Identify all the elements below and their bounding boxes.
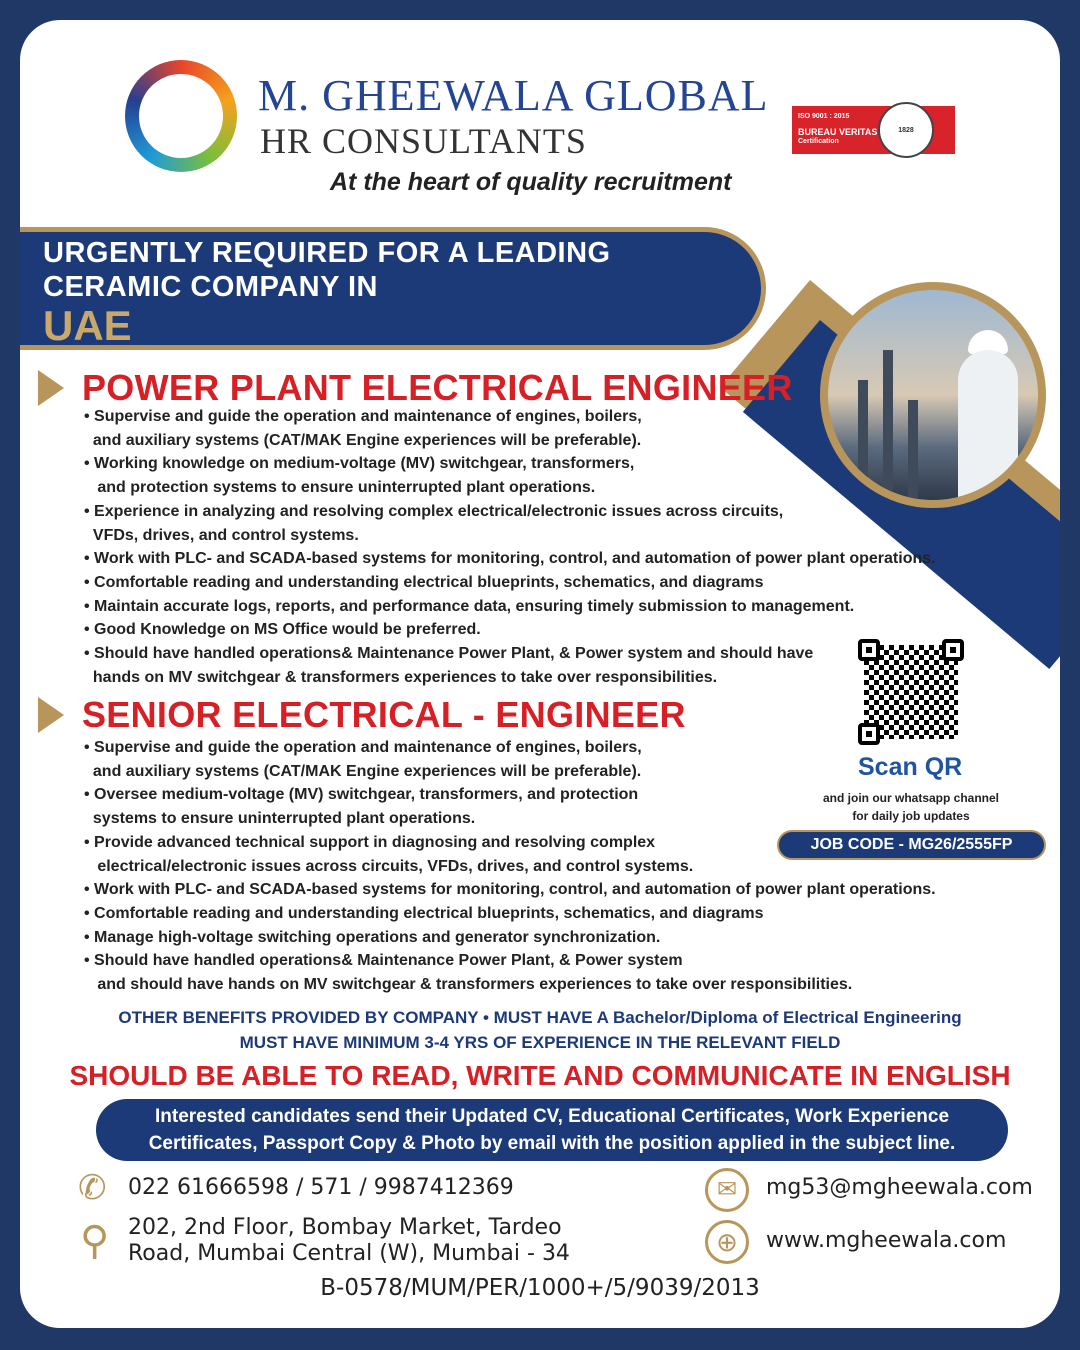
requirement-line: • Work with PLC- and SCADA-based systems for monitoring, control, and automation of power plant operations. [84,881,936,899]
requirement-line: • Maintain accurate logs, reports, and performance data, ensuring timely submission to management. [84,597,855,615]
requirement-line: • Supervise and guide the operation and maintenance of engines, boilers, [84,739,642,756]
experience-line: MUST HAVE MINIMUM 3-4 YRS OF EXPERIENCE IN THE RELEVANT FIELD [239,1033,841,1052]
job-2-requirements [84,736,936,997]
banner-line-2: CERAMIC COMPANY IN [43,271,378,303]
english-requirement: SHOULD BE ABLE TO READ, WRITE AND COMMUNICATE IN ENGLISH [69,1060,1011,1091]
bureau-veritas-seal-icon: 1828 [878,102,934,158]
requirement-line: • Good Knowledge on MS Office would be preferred. [84,621,481,639]
chevron-right-icon [38,370,64,406]
cert-body: BUREAU VERITAS [798,127,878,137]
whatsapp-note [800,789,1022,825]
requirement-line: • Supervise and guide the operation and maintenance of engines, boilers, [84,408,642,425]
job-poster [20,20,1060,1328]
requirement-line: electrical/electronic issues across circuits, VFDs, drives, and control systems. [84,857,694,875]
website-link[interactable]: www.mgheewala.com [766,1228,1007,1253]
iso-label: ISO 9001 : 2015 [798,113,850,120]
email-icon: ✉ [705,1168,749,1212]
certification-badge [792,106,955,154]
scan-qr-title: Scan QR [858,753,963,781]
qr-code[interactable] [856,637,966,747]
requirement-line: VFDs, drives, and control systems. [84,526,359,544]
requirement-line: • Should have handled operations& Maintenance Power Plant, & Power system and should have [84,645,814,663]
apply-line: Certificates, Passport Copy & Photo by email with the position applied in the subject line. [148,1133,956,1154]
job-title: SENIOR ELECTRICAL - ENGINEER [82,694,686,735]
requirement-line: hands on MV switchgear & transformers experiences to take over responsibilities. [84,668,718,686]
address-line: Road, Mumbai Central (W), Mumbai - 34 [128,1241,570,1266]
requirement-line: • Manage high-voltage switching operations and generator synchronization. [84,928,661,946]
requirement-line: and should have hands on MV switchgear & transformers experiences to take over responsibilities. [84,976,853,994]
requirement-line: and auxiliary systems (CAT/MAK Engine experiences will be preferable). [84,762,642,780]
requirement-line: • Provide advanced technical support in diagnosing and resolving complex [84,833,656,851]
job-heading-2 [38,694,686,736]
requirement-line: and protection systems to ensure uninterrupted plant operations. [84,479,596,497]
banner-location: UAE [43,302,132,349]
requirement-line: • Work with PLC- and SCADA-based systems for monitoring, control, and automation of power plant operations. [84,550,936,568]
job-heading-1 [38,367,793,409]
company-logo-icon [125,60,237,172]
headline-banner [20,227,766,350]
phone-number[interactable]: 022 61666598 / 571 / 9987412369 [128,1175,514,1200]
requirement-line: • Comfortable reading and understanding electrical blueprints, schematics, and diagrams [84,573,764,591]
brand-subtitle: HR CONSULTANTS [260,121,587,161]
requirement-line: • Working knowledge on medium-voltage (MV) switchgear, transformers, [84,455,635,473]
apply-instructions [96,1099,1008,1161]
banner-line-1: URGENTLY REQUIRED FOR A LEADING [43,237,611,269]
email-link[interactable]: mg53@mgheewala.com [766,1175,1033,1200]
chevron-right-icon [38,697,64,733]
globe-icon: ⊕ [705,1220,749,1264]
tagline: At the heart of quality recruitment [330,168,732,196]
whatsapp-note-line: and join our whatsapp channel [822,791,999,805]
job-title: POWER PLANT ELECTRICAL ENGINEER [82,367,793,408]
apply-line: Interested candidates send their Updated CV, Educational Certificates, Work Experience [154,1106,950,1127]
license-number: B-0578/MUM/PER/1000+/5/9039/2013 [320,1275,760,1301]
requirement-line: • Should have handled operations& Maintenance Power Plant, & Power system [84,952,683,970]
job-code-badge: JOB CODE - MG26/2555FP [777,830,1046,860]
whatsapp-note-line: for daily job updates [852,809,970,823]
phone-icon: ✆ [78,1169,107,1207]
benefits-line: OTHER BENEFITS PROVIDED BY COMPANY • MUST HAVE A Bachelor/Diploma of Electrical Engineering [118,1008,962,1027]
requirement-line: and auxiliary systems (CAT/MAK Engine experiences will be preferable). [84,431,642,449]
address [128,1215,570,1267]
requirement-line: • Experience in analyzing and resolving complex electrical/electronic issues across circuits, [84,502,784,520]
requirement-line: • Comfortable reading and understanding electrical blueprints, schematics, and diagrams [84,904,764,922]
cert-label: Certification [798,138,839,145]
location-pin-icon: ⚲ [80,1219,110,1263]
job-1-requirements [84,405,936,689]
requirement-line: • Oversee medium-voltage (MV) switchgear, transformers, and protection [84,786,639,804]
brand-name: M. GHEEWALA GLOBAL [258,71,769,120]
address-line: 202, 2nd Floor, Bombay Market, Tardeo [128,1215,562,1240]
requirement-line: systems to ensure uninterrupted plant operations. [84,810,476,828]
